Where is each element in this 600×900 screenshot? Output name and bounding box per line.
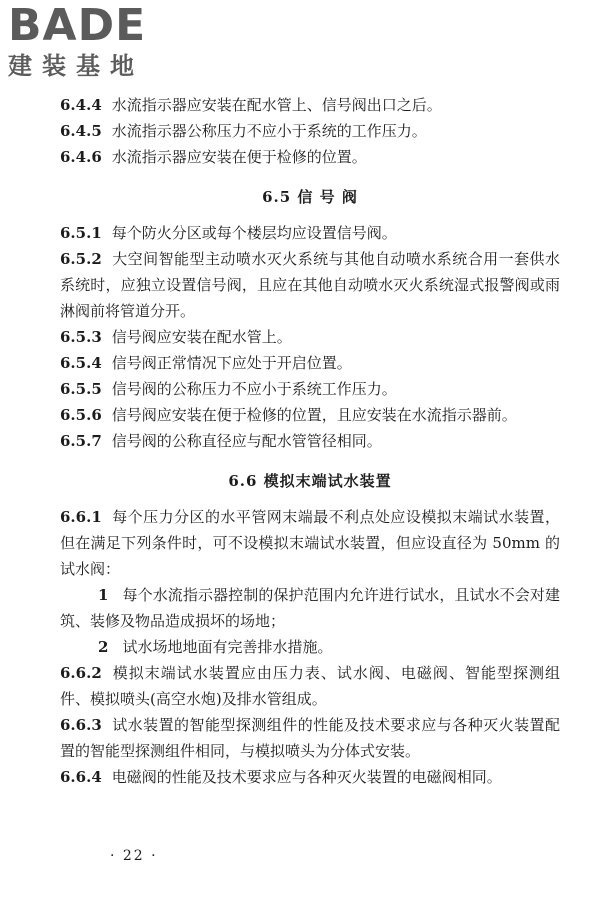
clause-number: 6.5.4	[60, 354, 102, 372]
logo	[8, 2, 188, 80]
subclause-text: 试水场地地面有完善排水措施。	[122, 638, 333, 656]
clause-text: 信号阀应安装在便于检修的位置，且应安装在水流指示器前。	[111, 406, 517, 424]
clause-number: 6.4.4	[60, 96, 102, 114]
clause-number: 6.6.2	[60, 664, 102, 682]
clause-text: 每个压力分区的水平管网末端最不利点处应设模拟末端试水装置，但在满足下列条件时，可不设模拟末端试水装置，但应设直径为 50mm 的试水阀：	[60, 508, 560, 578]
subclause-number: 1	[98, 586, 109, 604]
page-number: · 22 ·	[110, 848, 158, 864]
clause-text: 信号阀应安装在配水管上。	[111, 328, 292, 346]
logo-word: BADE	[8, 0, 147, 51]
logo-subtitle: 建装基地	[8, 52, 144, 80]
clause-6-5-7	[60, 428, 560, 454]
clause-6-6-2	[60, 660, 560, 712]
clause-6-5-2	[60, 246, 560, 324]
clause-text: 水流指示器应安装在配水管上、信号阀出口之后。	[111, 96, 442, 114]
section-heading-6-6: 6.6 模拟末端试水装置	[228, 472, 392, 490]
clause-text: 模拟末端试水装置应由压力表、试水阀、电磁阀、智能型探测组件、模拟喷头(高空水炮)及排水管组成。	[60, 664, 560, 708]
clause-6-4-5	[60, 118, 560, 144]
clause-number: 6.6.3	[60, 716, 102, 734]
clause-text: 信号阀的公称直径应与配水管管径相同。	[111, 432, 382, 450]
clause-number: 6.4.5	[60, 122, 102, 140]
clause-text: 信号阀正常情况下应处于开启位置。	[111, 354, 352, 372]
clause-number: 6.5.5	[60, 380, 102, 398]
clause-text: 每个防火分区或每个楼层均应设置信号阀。	[111, 224, 397, 242]
clause-text: 水流指示器应安装在便于检修的位置。	[111, 148, 367, 166]
subclause-1	[60, 582, 560, 634]
clause-text: 信号阀的公称压力不应小于系统工作压力。	[111, 380, 397, 398]
clause-6-4-6	[60, 144, 560, 170]
clause-text: 水流指示器公称压力不应小于系统的工作压力。	[111, 122, 427, 140]
clause-number: 6.5.6	[60, 406, 102, 424]
clause-6-4-4	[60, 92, 560, 118]
subclause-text: 每个水流指示器控制的保护范围内允许进行试水，且试水不会对建筑、装修及物品造成损坏的场地；	[60, 586, 560, 630]
clause-number: 6.6.4	[60, 768, 102, 786]
clause-6-6-4	[60, 764, 560, 790]
clause-text: 试水装置的智能型探测组件的性能及技术要求应与各种灭火装置配置的智能型探测组件相同，与模拟喷头为分体式安装。	[60, 716, 560, 760]
clause-number: 6.5.3	[60, 328, 102, 346]
clause-number: 6.5.7	[60, 432, 102, 450]
section-heading-6-5: 6.5 信 号 阀	[262, 188, 358, 206]
clause-6-6-3	[60, 712, 560, 764]
clause-number: 6.6.1	[60, 508, 102, 526]
clause-6-6-1	[60, 504, 560, 582]
clause-6-5-1	[60, 220, 560, 246]
clause-number: 6.5.1	[60, 224, 102, 242]
clause-6-5-3	[60, 324, 560, 350]
clause-6-5-6	[60, 402, 560, 428]
clause-number: 6.5.2	[60, 250, 102, 268]
subclause-number: 2	[98, 638, 109, 656]
clause-text: 电磁阀的性能及技术要求应与各种灭火装置的电磁阀相同。	[111, 768, 502, 786]
clause-text: 大空间智能型主动喷水灭火系统与其他自动喷水系统合用一套供水系统时，应独立设置信号阀，且应在其他自动喷水灭火系统湿式报警阀或雨淋阀前将管道分开。	[60, 250, 560, 320]
subclause-2	[60, 634, 560, 660]
document-page	[60, 92, 560, 790]
clause-6-5-4	[60, 350, 560, 376]
clause-6-5-5	[60, 376, 560, 402]
clause-number: 6.4.6	[60, 148, 102, 166]
